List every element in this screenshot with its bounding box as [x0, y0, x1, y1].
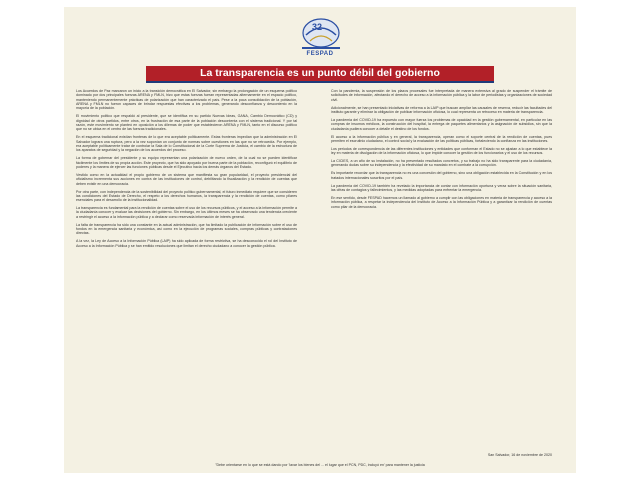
paragraph: Adicionalmente, se han presentado iniciativas de reforma a la LAIP que buscan ampliar las causales de reserva, reducir las facultades del instituto garante y eliminar la obligación de publicar información oficiosa, lo cual representa un retroceso en materia de transparencia.: [331, 105, 552, 114]
paragraph: Vestido como en la actualidad el propio gobierno de un sistema que manifiesta su gran popularidad, el proyecto presidencial del oficialismo incrementa sus acciones en contra de las instituciones de control, debilitando la fiscalización y la rendición de cuentas que deben existir en una democracia.: [76, 172, 297, 186]
paragraph: La CICIES, a un año de su instalación, no ha presentado resultados concretos, y su trabajo no ha sido transparente para la ciudadanía, generando dudas sobre su independencia y la efectividad de su mandato en el combate a la corrupción.: [331, 159, 552, 168]
page-title: La transparencia es un punto débil del gobierno: [200, 67, 440, 79]
paragraph: Por otra parte, con independencia de la sostenibilidad del proyecto político gubernamental, el futuro inmediato requiere que se consideren las condiciones del Estado de Derecho, el respeto a los derechos humanos, la transparencia y la rendición de cuentas, como pilares esenciales para el desarrollo de la institucionalidad.: [76, 189, 297, 203]
newspaper-page: [64, 7, 576, 473]
paragraph: Los Acuerdos de Paz marcaron un inicio a la transición democrática en El Salvador, sin embargo la prolongación de un esquema político dominado por dos principales fuerzas ARENA y FMLN, hizo que estas fuerzas fueran representadas alternamente en el espacio político, manteniendo permanentemente prácticas de polarización que han caracterizado el país. Pese a la poca consolidación de la población, ARENA y FMLN no fueron capaces de brindar respuestas efectivas a los problemas, generando desconfianza y descontento en la mayoría de la población.: [76, 89, 297, 111]
signature-line: San Salvador, 16 de noviembre de 2020: [487, 453, 552, 457]
paragraph: Los periodos de correspondencia de las diferentes instituciones y entidades que conforman el Estado no se ajustan a lo que establece la ley en materia de divulgación de la información oficiosa, lo que impide conocer la gestión de los funcionarios y el uso de los recursos.: [331, 146, 552, 156]
title-banner: [146, 66, 494, 83]
paragraph: Es importante recordar que la transparencia no es una concesión del gobierno, sino una obligación establecida en la Constitución y en los tratados internacionales suscritos por el país.: [331, 171, 552, 180]
right-column: [331, 89, 552, 451]
paragraph: La falta de transparencia ha sido una constante en la actual administración, que ha limitado la publicación de información sobre el uso de fondos en la emergencia sanitaria y económica, así como en la ejecución de programas sociales, compras públicas y contrataciones directas.: [76, 222, 297, 236]
paragraph: La pandemia del COVID-19 también ha revelado la importancia de contar con información oportuna y veraz sobre la situación sanitaria, las cifras de contagios y fallecimientos, y las medidas adoptadas para enfrentar la emergencia.: [331, 183, 552, 192]
paragraph: A la vez, la Ley de Acceso a la Información Pública (LAIP) ha sido aplicada de forma restrictiva, se ha desconocido el rol del Instituto de Acceso a la Información Pública y se han emitido resoluciones que limitan el derecho ciudadano a conocer la gestión pública.: [76, 239, 297, 248]
paragraph: Con la pandemia, la suspensión de los plazos procesales fue interpretada de manera extensiva al grado de suspender el trámite de solicitudes de información, afectando el derecho de acceso a la información pública y la labor de periodistas y organizaciones de sociedad civil.: [331, 89, 552, 102]
paragraph: La forma de gobernar del presidente y su equipo representan una polarización de nuevo orden, de la cual no se pueden identificar fácilmente los límites de su propia acción. Este proyecto, que ha sido apoyado por buena parte de la población, reconfiguró el equilibrio de poderes y la manera de ejercer las funciones públicas desde el Ejecutivo hacia los demás órganos del Estado.: [76, 156, 297, 169]
paragraph: En ese sentido, desde FESPAD hacemos un llamado al gobierno a cumplir con las obligaciones en materia de transparencia y acceso a la información pública, a respetar la independencia del Instituto de Acceso a la Información Pública y a garantizar la rendición de cuentas como pilar de la democracia.: [331, 195, 552, 209]
footer-quote: "Debe orientarse en lo que se está dando por 'lavar los bienes del ... el lugar que el PCN, PDC, incluyó en' para mantener la justicia: [215, 463, 425, 467]
paragraph: El movimiento político que respaldó al presidente, que se identifica en su partido Nuevas Ideas, GANA, Cambio Democrático (CD) y dignidad de otros partidos, entre otros, en la frustración de esa parte de la población descontenta con el sistema tradicional. Y por tal razón, este movimiento se planteó en oposición a los dilemas de poder que establecieron ARENA y FMLN, tanto en el discurso político que no se ubica en el centro de las fuerzas tradicionales.: [76, 114, 297, 132]
paragraph: El acceso a la información pública y en general, la transparencia, operan como el soporte central de la rendición de cuentas, pues permiten el escrutinio ciudadano, el control social y la evaluación de las políticas públicas, fortaleciendo la confianza en las instituciones.: [331, 134, 552, 143]
logo-name: FESPAD: [306, 51, 334, 57]
paragraph: En el esquema tradicional existían fronteras de lo que era aceptable políticamente. Estas fronteras impedían que la administración en El Salvador lograra una ruptura, pero a la vez suponían un conjunto de normas sobre cuestiones en las que no se retrocedía. Por ejemplo, era aceptable políticamente tratar de controlar la Sala de lo Constitucional de la Corte Suprema de Justicia, el cambio de la estructura de los aparatos de seguridad y la negación de los acuerdos del proceso.: [76, 135, 297, 153]
paragraph: La pandemia del COVID-19 ha expuesto con mayor fuerza los problemas de opacidad en la gestión gubernamental, en particular en las compras de insumos médicos, la construcción del hospital, la entrega de paquetes alimentarios y la asignación de subsidios, sin que la ciudadanía pudiera conocer a detalle el destino de los fondos.: [331, 117, 552, 131]
fespad-logo: [288, 13, 354, 65]
left-column: [76, 89, 297, 451]
logo-number: 32: [312, 22, 323, 32]
paragraph: La transparencia es fundamental para la rendición de cuentas sobre el uso de los recursos públicos, y el acceso a la información permite a la ciudadanía conocer y evaluar las decisiones del gobierno. Sin embargo, en los últimos meses se ha observado una tendencia creciente a restringir el acceso a la información pública y a declarar como reservada información de interés general.: [76, 206, 297, 219]
